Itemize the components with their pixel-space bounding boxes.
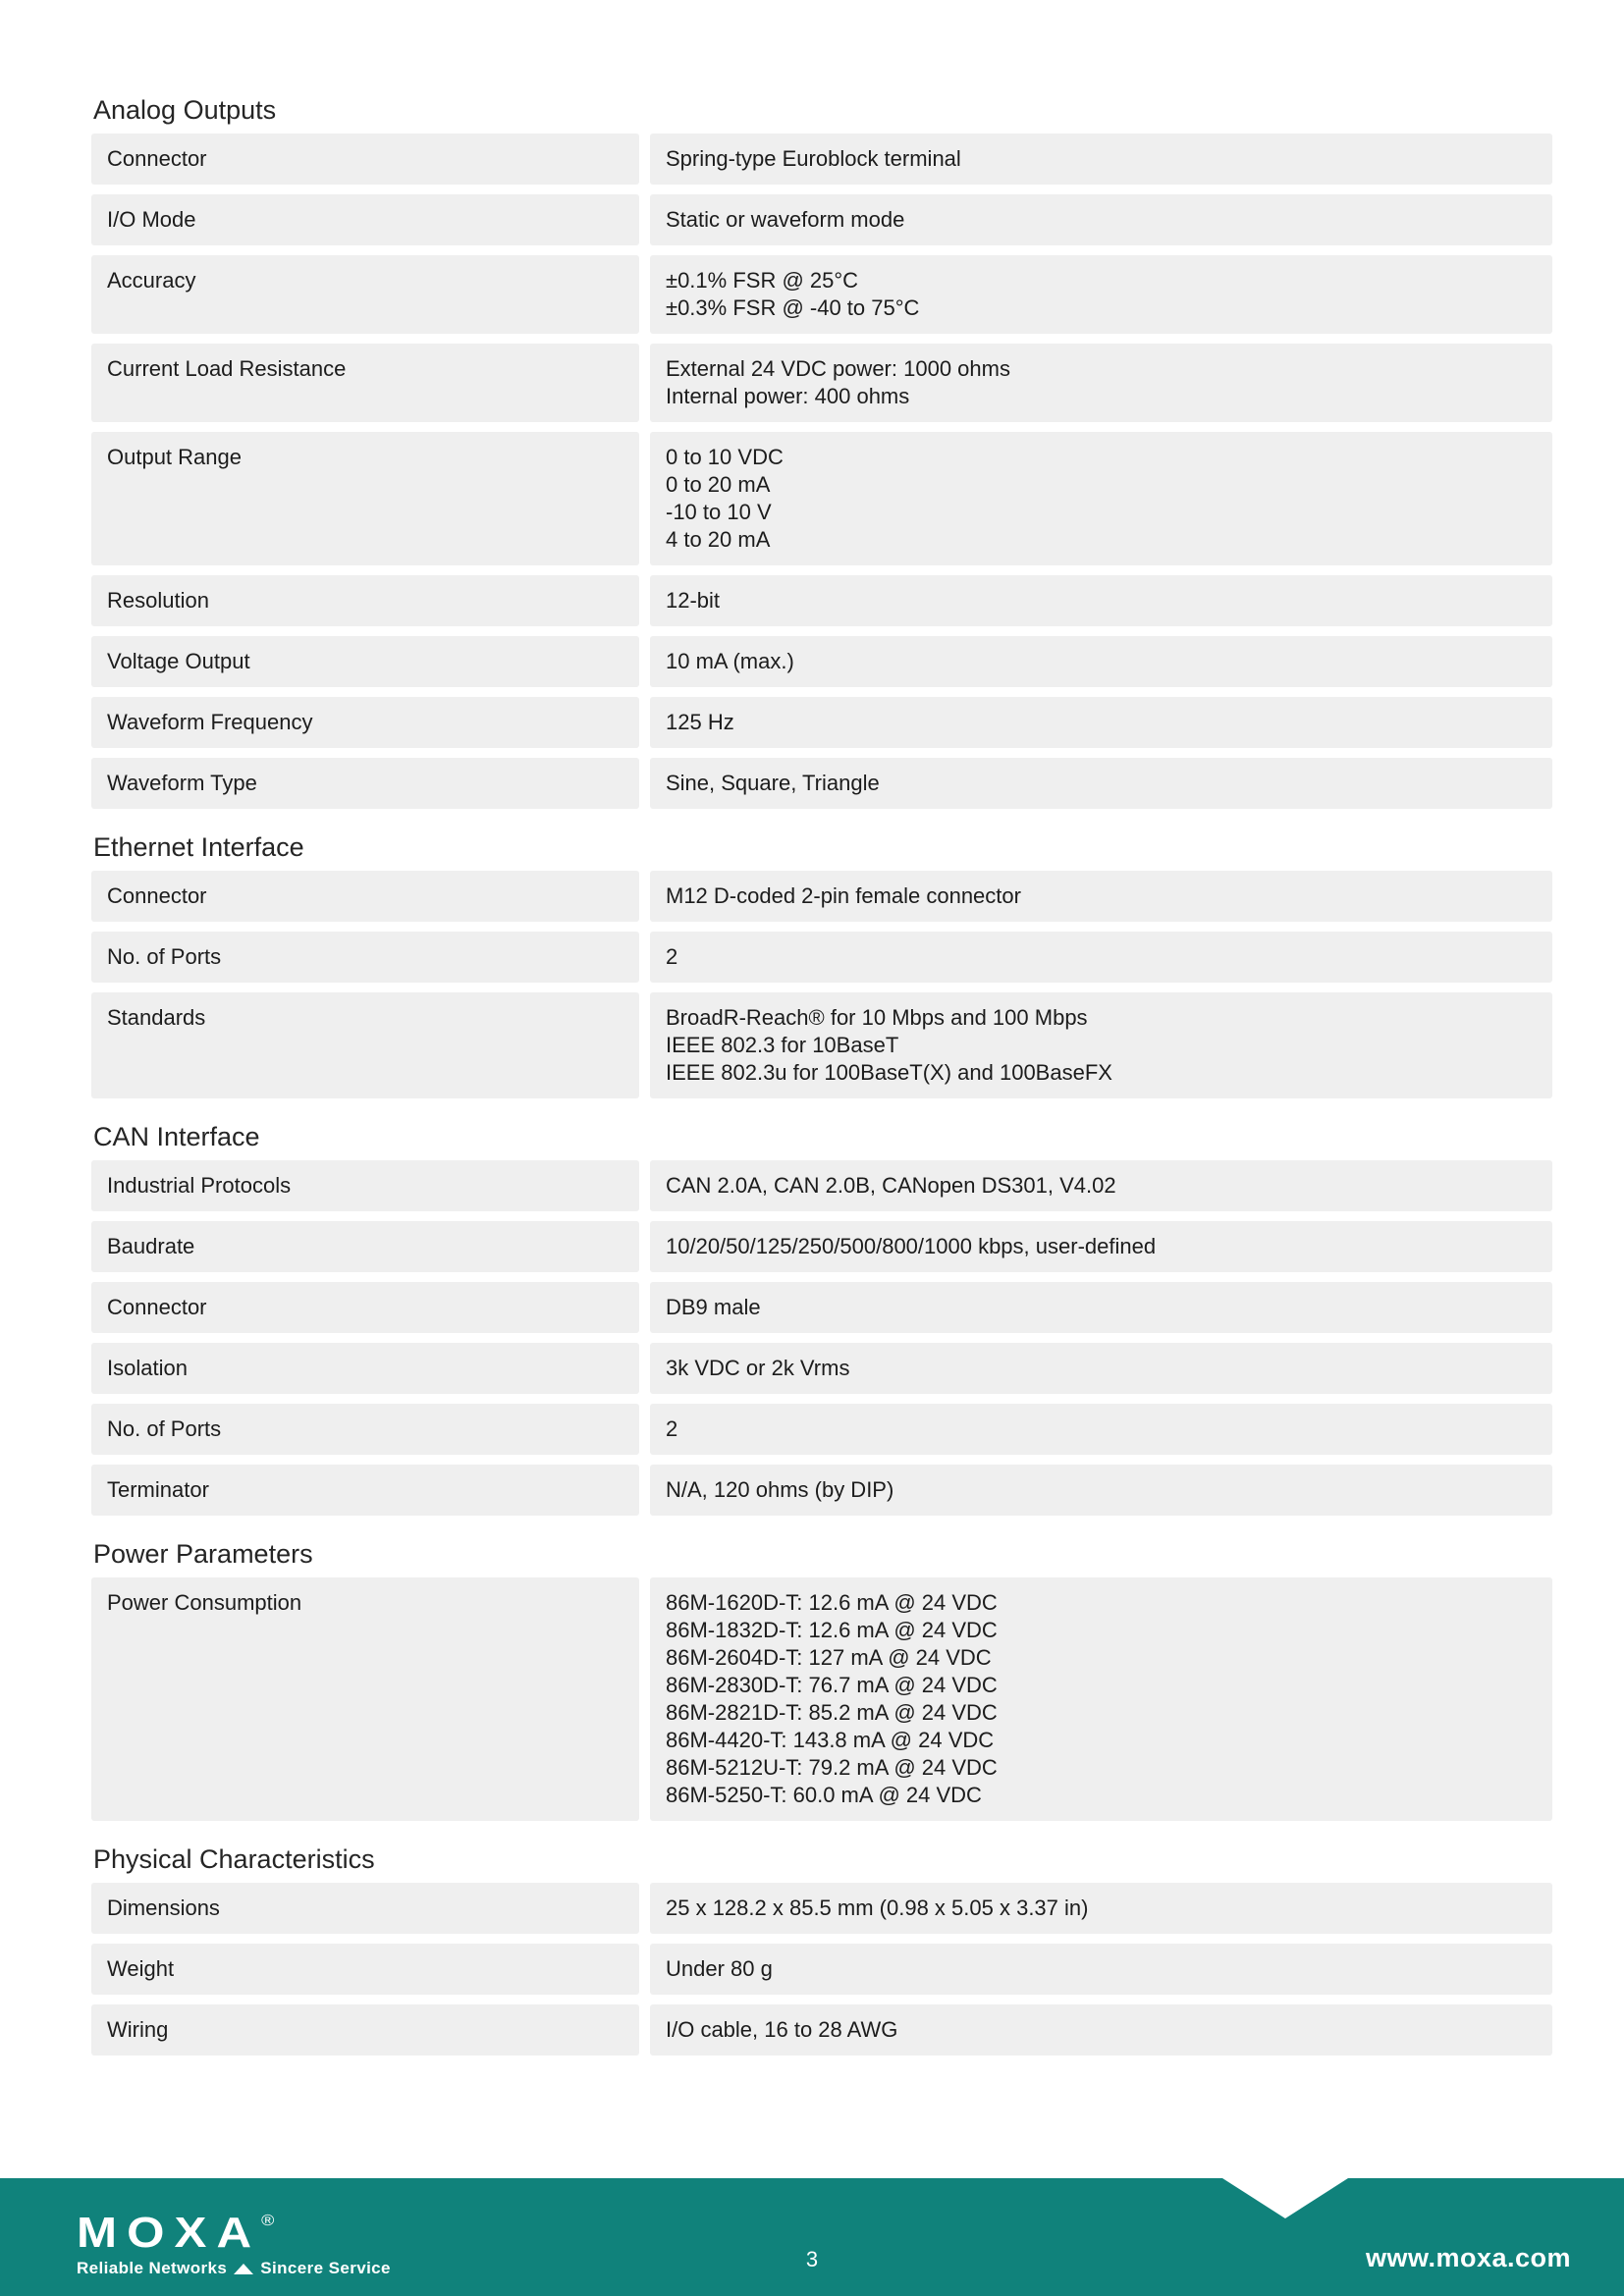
spec-row — [91, 133, 1552, 185]
spec-label: Baudrate — [91, 1221, 639, 1272]
moxa-logo-word — [77, 2202, 428, 2257]
spec-row — [91, 636, 1552, 687]
spec-label: Waveform Type — [91, 758, 639, 809]
tagline-left: Reliable Networks — [77, 2259, 228, 2277]
spec-label: Wiring — [91, 2004, 639, 2056]
section-title: Analog Outputs — [93, 95, 277, 125]
ribbon-notch-icon — [1222, 2178, 1348, 2218]
spec-value-line: N/A, 120 ohms (by DIP) — [666, 1477, 894, 1502]
spec-section-power-parameters — [91, 1539, 1552, 1821]
spec-label: No. of Ports — [91, 1404, 639, 1455]
spec-label: Accuracy — [91, 255, 639, 334]
section-title: Physical Characteristics — [93, 1844, 375, 1874]
spec-value-line: M12 D-coded 2-pin female connector — [666, 883, 1021, 908]
spec-value-line: Static or waveform mode — [666, 207, 905, 232]
spec-value-line: CAN 2.0A, CAN 2.0B, CANopen DS301, V4.02 — [666, 1173, 1116, 1198]
spec-value-line: 86M-5250-T: 60.0 mA @ 24 VDC — [666, 1783, 982, 1807]
spec-value-line: 10 mA (max.) — [666, 649, 794, 673]
spec-value-line: ±0.3% FSR @ -40 to 75°C — [666, 295, 920, 320]
spec-row — [91, 2004, 1552, 2056]
spec-value-line: 86M-4420-T: 143.8 mA @ 24 VDC — [666, 1728, 995, 1752]
spec-value — [650, 1282, 1552, 1333]
spec-label: Isolation — [91, 1343, 639, 1394]
spec-value — [650, 432, 1552, 565]
spec-value — [650, 1944, 1552, 1995]
spec-label: Waveform Frequency — [91, 697, 639, 748]
spec-value — [650, 344, 1552, 422]
spec-value-line: 0 to 10 VDC — [666, 445, 784, 469]
spec-value — [650, 758, 1552, 809]
spec-label: Output Range — [91, 432, 639, 565]
spec-value-line: 86M-2830D-T: 76.7 mA @ 24 VDC — [666, 1673, 998, 1697]
spec-label: Voltage Output — [91, 636, 639, 687]
spec-value — [650, 697, 1552, 748]
spec-row — [91, 1282, 1552, 1333]
footer-band — [0, 2178, 1624, 2296]
spec-label: Power Consumption — [91, 1577, 639, 1821]
spec-value-line: 125 Hz — [666, 710, 734, 734]
spec-row — [91, 1944, 1552, 1995]
spec-value — [650, 194, 1552, 245]
spec-value — [650, 1883, 1552, 1934]
section-title: CAN Interface — [93, 1122, 260, 1151]
spec-row — [91, 194, 1552, 245]
spec-value-line: ±0.1% FSR @ 25°C — [666, 268, 859, 293]
spec-value-line: IEEE 802.3 for 10BaseT — [666, 1033, 899, 1057]
spec-row — [91, 255, 1552, 334]
spec-label: Industrial Protocols — [91, 1160, 639, 1211]
spec-row — [91, 697, 1552, 748]
spec-row — [91, 575, 1552, 626]
page-number: 3 — [805, 2247, 819, 2271]
section-title: Power Parameters — [93, 1539, 313, 1569]
spec-row — [91, 932, 1552, 983]
spec-label: No. of Ports — [91, 932, 639, 983]
tagline-right: Sincere Service — [260, 2259, 391, 2277]
spec-label: Terminator — [91, 1465, 639, 1516]
spec-value — [650, 2004, 1552, 2056]
spec-row — [91, 871, 1552, 922]
spec-value-line: 86M-2604D-T: 127 mA @ 24 VDC — [666, 1645, 992, 1670]
spec-value — [650, 636, 1552, 687]
spec-label: Current Load Resistance — [91, 344, 639, 422]
spec-value-line: I/O cable, 16 to 28 AWG — [666, 2017, 898, 2042]
spec-row — [91, 1160, 1552, 1211]
spec-value-line: 10/20/50/125/250/500/800/1000 kbps, user-defined — [666, 1234, 1157, 1258]
spec-value — [650, 575, 1552, 626]
spec-row — [91, 432, 1552, 565]
spec-value-line: 12-bit — [666, 588, 721, 613]
spec-value — [650, 133, 1552, 185]
spec-value-line: 86M-2821D-T: 85.2 mA @ 24 VDC — [666, 1700, 998, 1725]
spec-value — [650, 1404, 1552, 1455]
spec-section-analog-outputs — [91, 95, 1552, 809]
spec-row — [91, 1221, 1552, 1272]
spec-label: Connector — [91, 133, 639, 185]
spec-value-line: 4 to 20 mA — [666, 527, 771, 552]
spec-row — [91, 1404, 1552, 1455]
spec-section-physical-characteristics — [91, 1844, 1552, 2056]
spec-value-line: BroadR-Reach® for 10 Mbps and 100 Mbps — [666, 1005, 1088, 1030]
spec-label: Resolution — [91, 575, 639, 626]
spec-tables — [91, 95, 1552, 2065]
spec-value — [650, 1221, 1552, 1272]
spec-value-line: Under 80 g — [666, 1956, 773, 1981]
spec-value — [650, 1343, 1552, 1394]
website-url: www.moxa.com — [1365, 2243, 1571, 2272]
spec-value — [650, 255, 1552, 334]
moxa-logo-text: MOXA — [77, 2209, 262, 2257]
spec-row — [91, 1577, 1552, 1821]
spec-row — [91, 344, 1552, 422]
spec-row — [91, 758, 1552, 809]
spec-label: Connector — [91, 871, 639, 922]
spec-value — [650, 871, 1552, 922]
registered-mark-icon: ® — [261, 2213, 275, 2229]
spec-value-line: 86M-1620D-T: 12.6 mA @ 24 VDC — [666, 1590, 998, 1615]
section-title: Ethernet Interface — [93, 832, 304, 862]
spec-label: Standards — [91, 992, 639, 1098]
spec-value-line: Spring-type Euroblock terminal — [666, 146, 961, 171]
spec-section-ethernet-interface — [91, 832, 1552, 1098]
spec-value-line: Sine, Square, Triangle — [666, 771, 880, 795]
spec-value-line: 86M-1832D-T: 12.6 mA @ 24 VDC — [666, 1618, 998, 1642]
spec-row — [91, 1343, 1552, 1394]
spec-value — [650, 932, 1552, 983]
spec-value — [650, 1160, 1552, 1211]
spec-value-line: 25 x 128.2 x 85.5 mm (0.98 x 5.05 x 3.37 in) — [666, 1896, 1089, 1920]
spec-value — [650, 1465, 1552, 1516]
spec-value-line: IEEE 802.3u for 100BaseT(X) and 100BaseFX — [666, 1060, 1112, 1085]
spec-value-line: External 24 VDC power: 1000 ohms — [666, 356, 1010, 381]
spec-section-can-interface — [91, 1122, 1552, 1516]
spec-label: I/O Mode — [91, 194, 639, 245]
spec-value-line: 86M-5212U-T: 79.2 mA @ 24 VDC — [666, 1755, 998, 1780]
spec-value-line: 3k VDC or 2k Vrms — [666, 1356, 850, 1380]
spec-label: Dimensions — [91, 1883, 639, 1934]
spec-value-line: 2 — [666, 944, 678, 969]
spec-value-line: 2 — [666, 1416, 678, 1441]
spec-label: Connector — [91, 1282, 639, 1333]
spec-value-line: -10 to 10 V — [666, 500, 772, 524]
spec-value-line: DB9 male — [666, 1295, 761, 1319]
spec-label: Weight — [91, 1944, 639, 1995]
spec-value — [650, 1577, 1552, 1821]
spec-row — [91, 1883, 1552, 1934]
spec-value-line: 0 to 20 mA — [666, 472, 771, 497]
spec-row — [91, 992, 1552, 1098]
spec-value — [650, 992, 1552, 1098]
spec-value-line: Internal power: 400 ohms — [666, 384, 910, 408]
spec-row — [91, 1465, 1552, 1516]
